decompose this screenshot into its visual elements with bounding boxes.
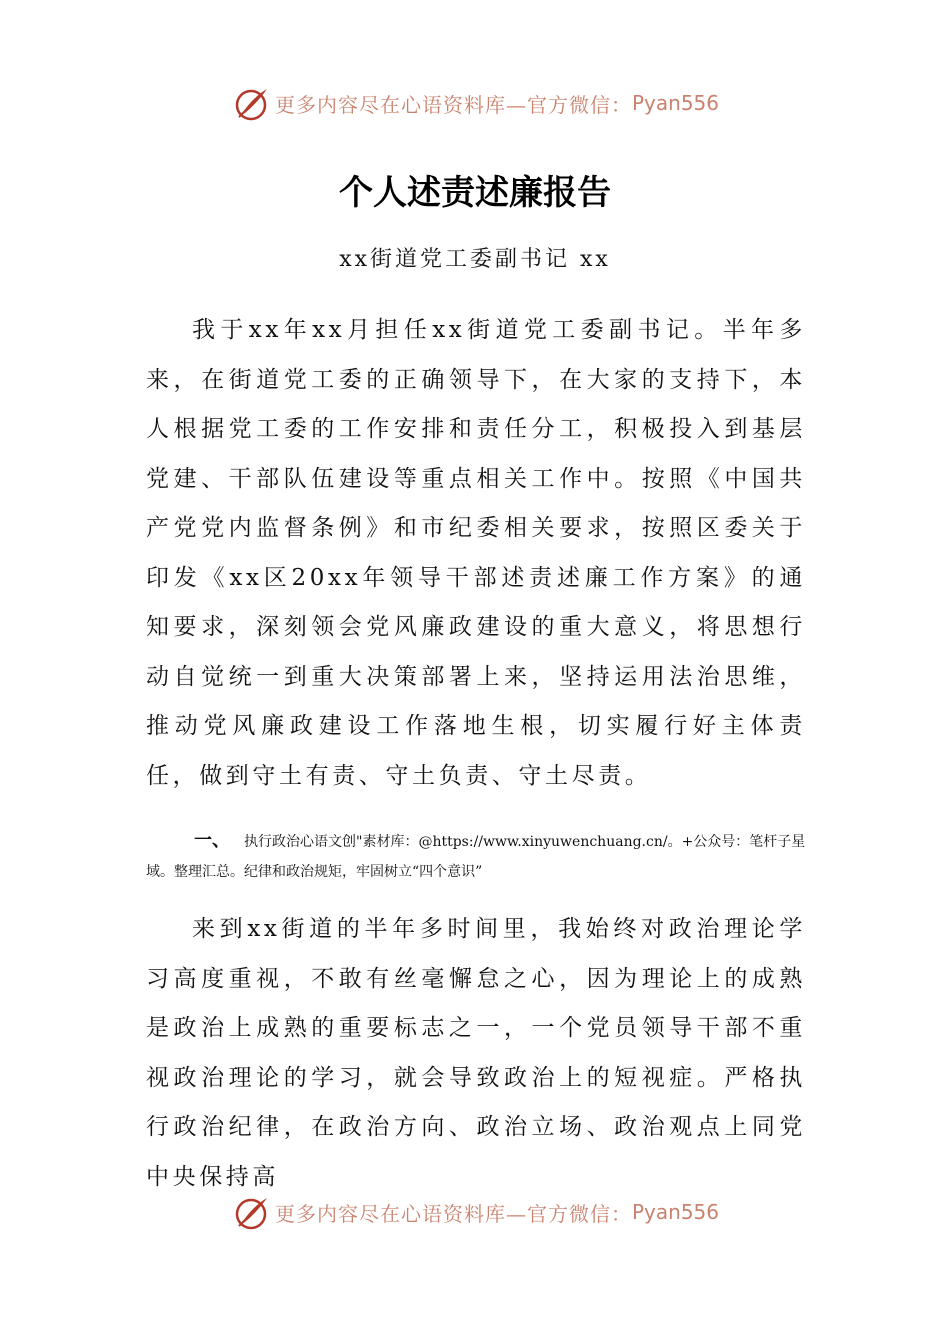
document-subtitle: xx街道党工委副书记 xx xyxy=(339,247,611,272)
section-heading-text: 执行政治心语文创"素材库：@https://www.xinyuwenchuang.cn/。+公众号：笔杆子星域。整理汇总。纪律和政治规矩，牢固树立“四个意识” xyxy=(146,834,806,880)
watermark-wechat-id: Pyan556 xyxy=(631,1200,719,1224)
section-heading xyxy=(146,826,806,887)
watermark-text: 更多内容尽在心语资料库—官方微信： xyxy=(274,1201,632,1226)
paragraph-intro: 我于xx年xx月担任xx街道党工委副书记。半年多来，在街道党工委的正确领导下，在大家的支持下，本人根据党工委的工作安排和责任分工，积极投入到基层党建、干部队伍建设等重点相关工作中。按照《中国共产党党内监督条例》和市纪委相关要求，按照区委关于印发《xx区20xx年领导干部述责述廉工作方案》的通知要求，深刻领会党风廉政建设的重大意义，将思想行动自觉统一到重大决策部署上来，坚持运用法治思维，推动党风廉政建设工作落地生根，切实履行好主体责任，做到守土有责、守土负责、守土尽责。 xyxy=(146,317,806,789)
watermark-footer xyxy=(0,1187,950,1237)
quill-logo-icon xyxy=(231,1192,271,1232)
watermark-text: 更多内容尽在心语资料库—官方微信： xyxy=(274,92,632,117)
watermark-wechat-id: Pyan556 xyxy=(631,91,719,115)
quill-logo-icon xyxy=(231,83,271,123)
watermark-header xyxy=(0,78,950,128)
paragraph-section1: 来到xx街道的半年多时间里，我始终对政治理论学习高度重视，不敢有丝毫懈怠之心，因为理论上的成熟是政治上成熟的重要标志之一，一个党员领导干部不重视政治理论的学习，就会导致政治上的短视症。严格执行政治纪律，在政治方向、政治立场、政治观点上同党中央保持高 xyxy=(146,916,806,1190)
document-title: 个人述责述廉报告 xyxy=(339,173,611,213)
section-number: 一、 xyxy=(194,830,230,851)
